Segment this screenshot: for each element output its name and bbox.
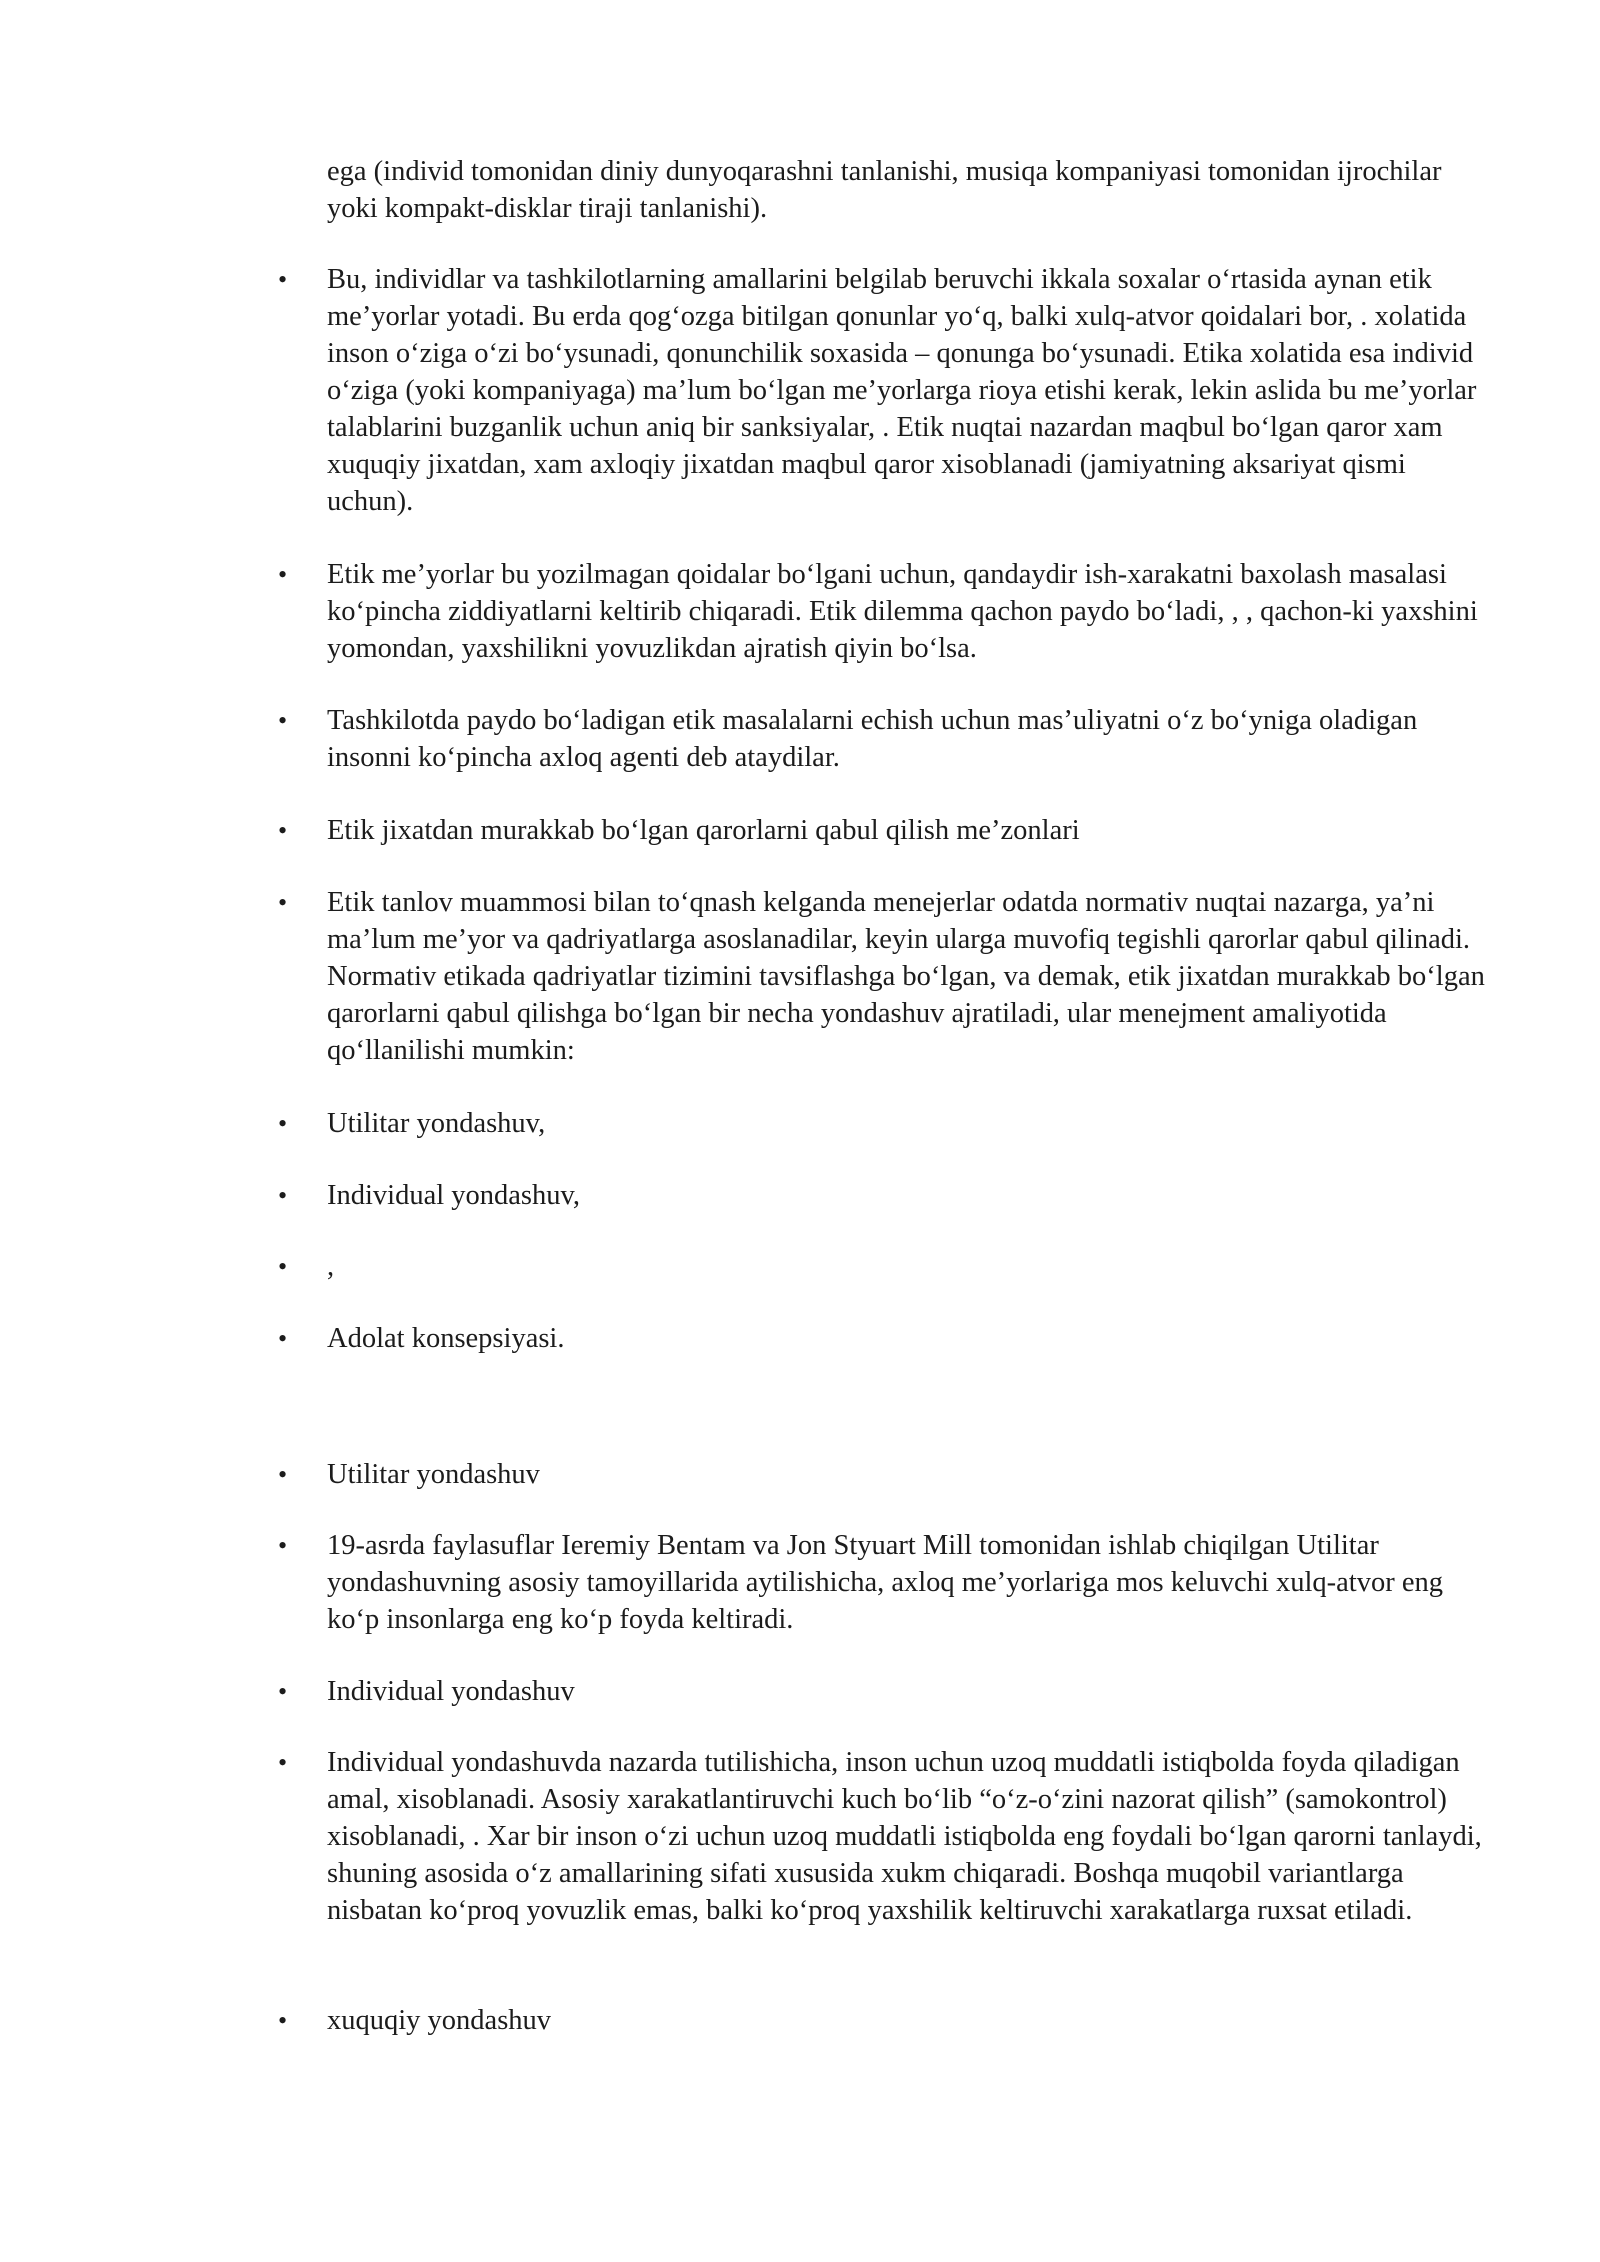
list-item: xuquqiy yondashuv <box>327 2005 552 2036</box>
list-item: Etik jixatdan murakkab boʻlgan qarorlarni qabul qilish meʼzonlari <box>327 815 1080 846</box>
list-item: Utilitar yondashuv, <box>327 1108 546 1139</box>
list-item: Etik tanlov muammosi bilan toʻqnash kelganda menejerlar odatda normativ nuqtai nazarga, yaʼni maʼlum meʼyor va qadriyatlarga asoslanadilar, keyin ularga muvofiq tegishli qarorlar qabul qilinadi. Normativ etikada qadriyatlar tizimini tavsiflashga boʻlgan, va demak, etik jixatdan murakkab boʻlgan qarorlarni qabul qilishga boʻlgan bir necha yondashuv ajratiladi, ular menejment amaliyotida qoʻllanilishi mumkin: <box>327 887 1485 1066</box>
continuation-paragraph: ega (individ tomonidan diniy dunyoqarashni tanlanishi, musiqa kompaniyasi tomonidan ijrochilar yoki kompakt-disklar tiraji tanlanishi). <box>327 156 1442 224</box>
list-item: Individual yondashuv <box>327 1676 575 1707</box>
bullet-icon: • <box>278 706 288 735</box>
list-item: Etik meʼyorlar bu yozilmagan qoidalar boʻlgani uchun, qandaydir ish-xarakatni baxolash masalasi koʻpincha ziddiyatlarni keltirib chiqaradi. Etik dilemma qachon paydo boʻladi, , , qachon-ki yaxshini yomondan, yaxshilikni yovuzlikdan ajratish qiyin boʻlsa. <box>327 559 1478 664</box>
bullet-icon: • <box>278 1181 288 1210</box>
bullet-icon: • <box>278 1324 288 1353</box>
bullet-icon: • <box>278 2006 288 2035</box>
bullet-icon: • <box>278 1748 288 1777</box>
list-item: Tashkilotda paydo boʻladigan etik masalalarni echish uchun masʼuliyatni oʻz boʻyniga oladigan insonni koʻpincha axloq agenti deb ataydilar. <box>327 705 1418 773</box>
bullet-icon: • <box>278 265 288 294</box>
list-item: Bu, individlar va tashkilotlarning amallarini belgilab beruvchi ikkala soxalar oʻrtasida aynan etik meʼyorlar yotadi. Bu erda qogʻozga bitilgan qonunlar yoʻq, balki xulq-atvor qoidalari bor, . xolatida inson oʻziga oʻzi boʻysunadi, qonunchilik soxasida – qonunga boʻysunadi. Etika xolatida esa individ oʻziga (yoki kompaniyaga) maʼlum boʻlgan meʼyorlarga rioya etishi kerak, lekin aslida bu meʼyorlar talablarini buzganlik uchun aniq bir sanksiyalar, . Etik nuqtai nazardan maqbul boʻlgan qaror xam xuquqiy jixatdan, xam axloqiy jixatdan maqbul qaror xisoblanadi (jamiyatning aksariyat qismi uchun). <box>327 264 1477 517</box>
list-item: Individual yondashuv, <box>327 1180 581 1211</box>
bullet-icon: • <box>278 888 288 917</box>
bullet-icon: • <box>278 1677 288 1706</box>
bullet-icon: • <box>278 1252 288 1281</box>
bullet-icon: • <box>278 560 288 589</box>
bullet-icon: • <box>278 1109 288 1138</box>
bullet-icon: • <box>278 1460 288 1489</box>
list-item: Adolat konsepsiyasi. <box>327 1323 565 1354</box>
bullet-icon: • <box>278 816 288 845</box>
list-item: 19-asrda faylasuflar Ieremiy Bentam va Jon Styuart Mill tomonidan ishlab chiqilgan Utilitar yondashuvning asosiy tamoyillarida aytilishicha, axloq meʼyorlariga mos keluvchi xulq-atvor eng koʻp insonlarga eng koʻp foyda keltiradi. <box>327 1530 1443 1635</box>
list-item: Utilitar yondashuv <box>327 1459 540 1490</box>
bullet-icon: • <box>278 1531 288 1560</box>
list-item: , <box>327 1251 335 1282</box>
list-item: Individual yondashuvda nazarda tutilishicha, inson uchun uzoq muddatli istiqbolda foyda qiladigan amal, xisoblanadi. Asosiy xarakatlantiruvchi kuch boʻlib “oʻz-oʻzini nazorat qilish” (samokontrol) xisoblanadi, . Xar bir inson oʻzi uchun uzoq muddatli istiqbolda eng foydali boʻlgan qarorni tanlaydi, shuning asosida oʻz amallarining sifati xususida xukm chiqaradi. Boshqa muqobil variantlarga nisbatan koʻproq yovuzlik emas, balki koʻproq yaxshilik keltiruvchi xarakatlarga ruxsat etiladi. <box>327 1747 1482 1926</box>
